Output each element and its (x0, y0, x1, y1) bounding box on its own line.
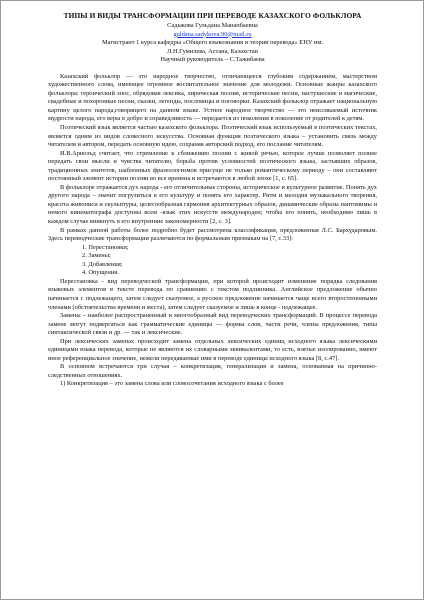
affiliation-line-1: Магистрант 1 курса кафедры «Общего языкознания и теории перевода» ЕНУ им. (101, 39, 324, 47)
body-paragraph: В рамках данной работы более подробно будет рассмотрена классификация, предложенная Л.С. Бархударовым. Здесь переводческие трансформации различаются по формальным признакам на [7, с.33]: (48, 226, 377, 243)
body-paragraph: Поэтический язык является частью казахского фольклора. Поэтический язык используемый в поэтических текстах, является одним из видов словесного искусства. Основная функция поэтического языка – установить связь между читателем и автором, передать основную идею, сохраняя авторский подход, его послание читателям. (48, 124, 377, 149)
article-body (48, 73, 377, 389)
body-paragraph: В фольклоре отражается дух народа - его отличительные стороны, историческое и культурное развитие. Понять дух другого народа – значит погрузиться в его культуру и понять его характер. Ритм и мелодия музыкального творения, красота живописи и скульптуры, целесообразная гармония архитектурных образов, динамические образы пантомимы и немого кинематографа доступны всем -язык этих искусств международен; чтобы его понять, необходимо лишь в каждом случае вникнуть в его внутренние закономерности [2, с. 3]. (48, 183, 377, 226)
author-email-line (48, 31, 377, 40)
body-paragraph: И.В.Арнольд считает, что стремление к сближению поэзии с живой речью, которое лучше позволяет полнее передать свои мысли и чувства читателю, борьба против условностей поэтического языка, застывших образов, традиционных эпитетов, шаблонных фразеологизмов присуще не только романтическому периоду – они составляют постоянный элемент истории поэзии во все времена и встречаются в любой эпохе [1, с. 65]. (48, 149, 377, 183)
affiliation-line-2: Л.Н.Гумилева, Астана, Казахстан (167, 47, 258, 55)
author-name: Садыкова Гульдана Манапбаевна (167, 22, 258, 29)
list-item: 1. Перестановки; (82, 243, 129, 251)
body-paragraph: Замены – наиболее распространенный и многообразный вид переводческих трансформаций. В процессе перевода замене могут подвергаться как грамматические единицы — формы слов, части речи, члены предложения, типы синтаксической связи и др. — так и лексические. (48, 312, 377, 337)
list-item: 2. Замены; (82, 252, 111, 260)
body-paragraph: 1) Конкретизация – это замена слова или словосочетания исходного языка с более (60, 380, 284, 388)
body-paragraph: При лексических заменах происходит замена отдельных лексических единиц исходного языка лексическими единицами языка перевода, которые не являются их словарными эквивалентами, то есть, взятые изолированно, имеют иное референциальное значение, нежели передаваемые ими в переводе единицы исходного языка [8, с.47]. (48, 337, 377, 362)
body-paragraph: В основном встречаются три случая – конкретизация, генерализация и замена, основанная на причинно-следственных отношениях. (48, 363, 377, 379)
body-paragraph: Казахский фольклор — это народное творчество, отличающееся глубоким содержанием, мастерством художественного слова, имеющее огромное воспитательное значение для молодежи. Основные жанры казахского фольклора: героический эпос, обрядовая лексика, лирическая поэзия, исторические песни, пастушеские и магические, свадебные и похоронные песни, сказки, легенды, пословицы и поговорки. Казахский фольклор отражает национальную картину целого народа,говорящего на данном языке. Устное народное творчество — это неиссякаемый источник мудрости народа, его веры в добро и справедливость — передается из поколения в поколение от родителей к детям. (48, 72, 377, 123)
supervisor-line: Научный руководитель – С.Тажибаева (160, 56, 265, 64)
body-paragraph: Перестановка - вид переводческой трансформации, при которой происходит изменение порядка следования языковых элементов в тексте перевода по сравнению с текстом подлинника. Английское предложение обычно начинается с подлежащего, затем следует сказуемое, а русское предложение начинается чаще всего второстепенными членами (обстоятельства времени и места), затем следует сказуемое и лишь в конце - подлежащее. (48, 277, 377, 311)
article-header (48, 11, 377, 65)
list-item: 3. Добавления; (82, 260, 123, 268)
list-item: 4. Опущения. (82, 269, 119, 277)
article-title: ТИПЫ И ВИДЫ ТРАНСФОРМАЦИИ ПРИ ПЕРЕВОДЕ КАЗАХСКОГО ФОЛЬКЛОРА (63, 11, 362, 20)
author-email-link[interactable]: guldana.sadykova.90@mail.ru (173, 30, 252, 38)
